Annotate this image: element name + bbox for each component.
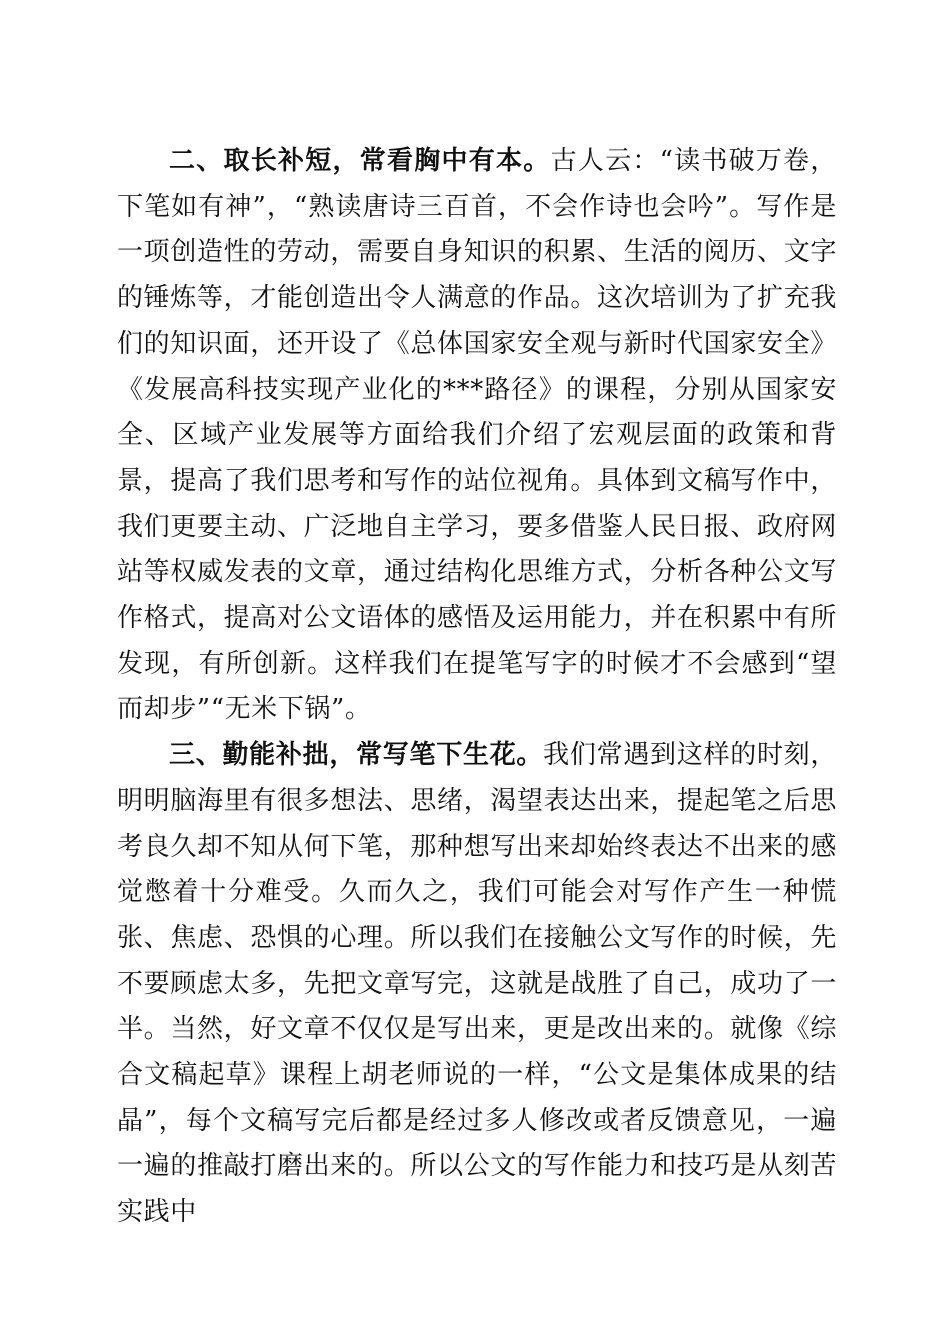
document-body <box>117 139 837 1236</box>
section-2-body: 古人云：“读书破万卷，下笔如有神”，“熟读唐诗三百首，不会作诗也会吟”。写作是一项创造性的劳动，需要自身知识的积累、生活的阅历、文字的锤炼等，才能创造出令人满意的作品。这次培训为了扩充我们的知识面，还开设了《总体国家安全观与新时代国家安全》《发展高科技实现产业化的***路径》的课程，分别从国家安全、区域产业发展等方面给我们介绍了宏观层面的政策和背景，提高了我们思考和写作的站位视角。具体到文稿写作中，我们更要主动、广泛地自主学习，要多借鉴人民日报、政府网站等权威发表的文章，通过结构化思维方式，分析各种公文写作格式，提高对公文语体的感悟及运用能力，并在积累中有所发现，有所创新。这样我们在提笔写字的时候才不会感到“望而却步”“无米下锅”。 <box>117 146 837 725</box>
section-3-heading: 三、勤能补拙，常写笔下生花。 <box>169 740 544 771</box>
paragraph-section-2 <box>117 139 837 733</box>
section-3-body: 我们常遇到这样的时刻，明明脑海里有很多想法、思绪，渴望表达出来，提起笔之后思考良久却不知从何下笔，那种想写出来却始终表达不出来的感觉憋着十分难受。久而久之，我们可能会对写作产生一种慌张、焦虑、恐惧的心理。所以我们在接触公文写作的时候，先不要顾虑太多，先把文章写完，这就是战胜了自己，成功了一半。当然，好文章不仅仅是写出来，更是改出来的。就像《综合文稿起草》课程上胡老师说的一样，“公文是集体成果的结晶”，每个文稿写完后都是经过多人修改或者反馈意见，一遍一遍的推敲打磨出来的。所以公文的写作能力和技巧是从刻苦实践中 <box>117 740 838 1228</box>
section-2-heading: 二、取长补短，常看胸中有本。 <box>169 146 551 176</box>
paragraph-section-3 <box>117 733 837 1236</box>
